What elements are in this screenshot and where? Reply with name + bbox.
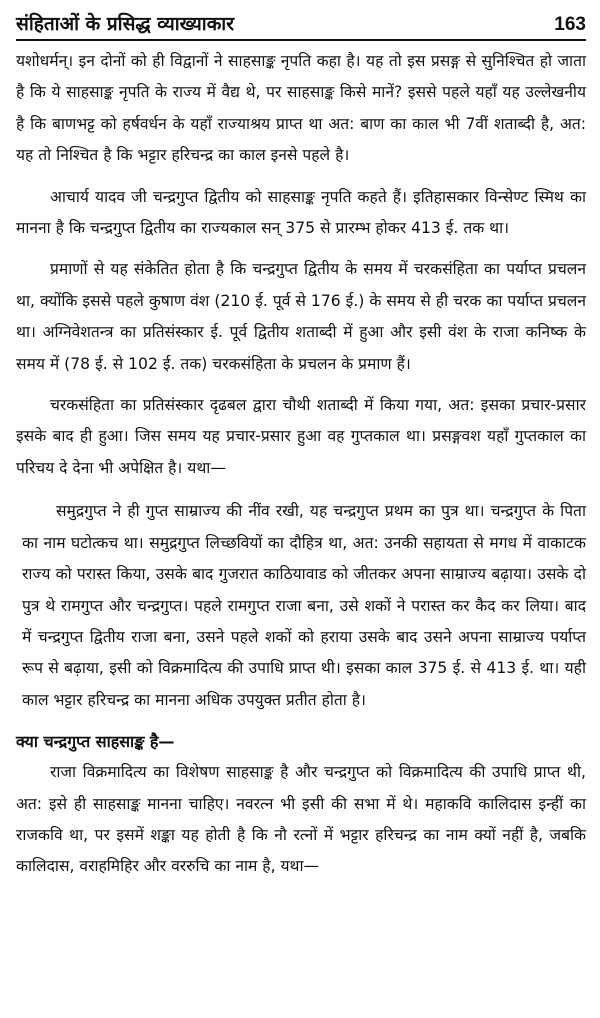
paragraph-1: यशोधर्मन्। इन दोनों को ही विद्वानों ने साहसाङ्क नृपति कहा है। यह तो इस प्रसङ्ग से सुनिश्चित हो जाता है कि ये साहसाङ्क नृपति के राज्य में वैद्य थे, पर साहसाङ्क किसे मानें? इससे पहले यहाँ यह उल्लेखनीय है कि बाणभट्ट को हर्षवर्धन के यहाँ राज्याश्रय प्राप्त था अत: बाण का काल भी 7वीं शताब्दी है, अत: यह तो निश्चित है कि भट्टार हरिचन्द्र का काल इनसे पहले है।: [16, 52, 586, 165]
paragraph-2: आचार्य यादव जी चन्द्रगुप्त द्वितीय को साहसाङ्क नृपति कहते हैं। इतिहासकार विन्सेण्ट स्मिथ का मानना है कि चन्द्रगुप्त द्वितीय का राज्यकाल सन् 375 से प्रारम्भ होकर 413 ई. तक था।: [16, 187, 586, 238]
page-number: 163: [554, 14, 586, 35]
paragraph-3: प्रमाणों से यह संकेतित होता है कि चन्द्रगुप्त द्वितीय के समय में चरकसंहिता का पर्याप्त प्रचलन था, क्योंकि इससे पहले कुषाण वंश (210 ई. पूर्व से 176 ई.) के समय से ही चरक का पर्याप्त प्रचलन था। अग्निवेशतन्त्र का प्रतिसंस्कार ई. पूर्व द्वितीय शताब्दी में हुआ और इसी वंश के राजा कनिष्क के समय में (78 ई. से 102 ई. तक) चरकसंहिता के प्रचलन के प्रमाण हैं।: [16, 260, 586, 373]
header-rule: [16, 39, 586, 41]
quoted-passage: समुद्रगुप्त ने ही गुप्त साम्राज्य की नींव रखी, यह चन्द्रगुप्त प्रथम का पुत्र था। चन्द्रगुप्त के पिता का नाम घटोत्कच था। समुद्रगुप्त लिच्छवियों का दौहित्र था, अत: उनकी सहायता से मगध में वाकाटक राज्य को परास्त किया, उसके बाद गुजरात काठियावाड को जीतकर अपना साम्राज्य बढ़ाया। उसके दो पुत्र थे रामगुप्त और चन्द्रगुप्त। पहले रामगुप्त राजा बना, उसे शकों ने परास्त कर कैद कर लिया। बाद में चन्द्रगुप्त द्वितीय राजा बना, उसने पहले शकों को हराया उसके बाद उसने अपना साम्राज्य पर्याप्त रूप से बढ़ाया, इसी को विक्रमादित्य की उपाधि प्राप्त थी। इसका काल 375 ई. से 413 ई. था। यही काल भट्टार हरिचन्द्र का मानना अधिक उपयुक्त प्रतीत होता है।: [22, 502, 586, 709]
paragraph-4: चरकसंहिता का प्रतिसंस्कार दृढबल द्वारा चौथी शताब्दी में किया गया, अत: इसका प्रचार-प्रसार इसके बाद ही हुआ। जिस समय यह प्रचार-प्रसार हुआ वह गुप्तकाल था। प्रसङ्गवश यहाँ गुप्तकाल का परिचय दे देना भी अपेक्षित है। यथा—: [16, 396, 586, 477]
closing-paragraph: राजा विक्रमादित्य का विशेषण साहसाङ्क है और चन्द्रगुप्त को विक्रमादित्य की उपाधि प्राप्त थी, अत: इसे ही साहसाङ्क मानना चाहिए। नवरत्न भी इसी की सभा में थे। महाकवि कालिदास इन्हीं का राजकवि था, पर इसमें शङ्का यह होती है कि नौ रत्नों में भट्टार हरिचन्द्र का नाम क्यों नहीं है, जबकि कालिदास, वराहमिहिर और वररुचि का नाम है, यथा—: [16, 763, 586, 876]
running-head: संहिताओं के प्रसिद्ध व्याख्याकार: [16, 13, 234, 35]
section-subheading: क्या चन्द्रगुप्त साहसाङ्क है—: [16, 732, 175, 752]
page-header: [16, 6, 586, 36]
